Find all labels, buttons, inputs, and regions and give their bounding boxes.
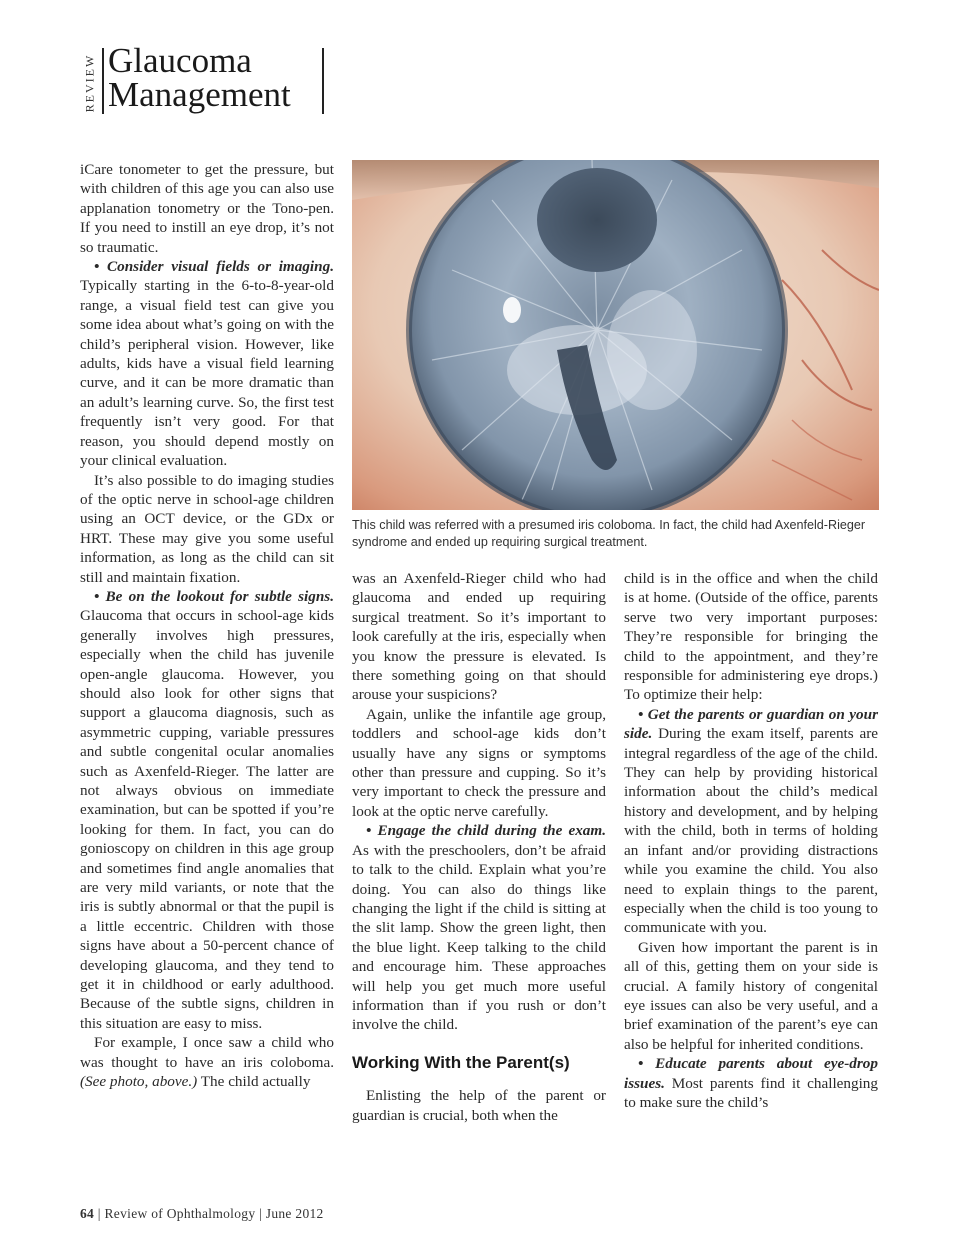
paragraph: was an Axenfeld-Rieger child who had glaucoma and ended up requiring surgical treatment. So it’s important to look carefully at the iris, especially when you know the pressure is elevated. Is there something going on that should arouse your suspicions? — [352, 570, 606, 704]
paragraph-body: For example, I once saw a child who was thought to have an iris coloboma. — [80, 1034, 334, 1071]
page-number: 64 — [80, 1206, 95, 1221]
page-title-line2: Management — [108, 75, 291, 114]
header-divider-right — [322, 48, 324, 114]
page-footer — [80, 1206, 324, 1222]
bullet-lead: • Get the parents or guardian on your side. — [624, 705, 878, 743]
section-tag-label: REVIEW — [82, 53, 97, 113]
paragraph — [80, 257, 334, 470]
paragraph-body: Typically starting in the 6-to-8-year-old range, a visual field test can give you some idea about what’s going on with the child’s peripheral vision. However, like adults, kids have a visual field learning curve, and it can be more dramatic than an adult’s learning curve. So, the first test frequently isn’t very good. For that reason, you should depend mostly on your clinical evaluation. — [80, 277, 334, 470]
paragraph-body: Glaucoma that occurs in school-age kids generally involves high pressures, especially when the child has juvenile open-angle glaucoma. However, you should also look for other signs that support a glaucoma diagnosis, such as asymmetric cupping, variable pressures and subtle congenital ocular anomalies such as Axenfeld-Rieger. The latter are not always obvious on immediate examination, but can be spotted if you’re looking for them. In fact, you can do gonioscopy on children in this age group and sometimes find angle anomalies that are very mild variants, or note that the iris is subtly abnormal or that the pupil is a little eccentric. Children with those signs have about a 50-percent chance of developing glaucoma, and they tend to get it in childhood or early adulthood. Because of the subtle signs, children in this situation are easy to miss. — [80, 607, 334, 1032]
bullet-lead: • Be on the lookout for subtle signs. — [94, 587, 334, 605]
paragraph — [352, 821, 606, 1034]
photo-reference: (See photo, above.) — [80, 1073, 198, 1091]
article-column-3 — [624, 569, 878, 1112]
paragraph — [80, 587, 334, 1033]
paragraph — [624, 705, 878, 938]
eye-photo — [352, 160, 879, 510]
paragraph: Enlisting the help of the parent or guardian is crucial, both when the — [352, 1087, 606, 1124]
bullet-lead: • Educate parents about eye-drop issues. — [624, 1055, 878, 1092]
bullet-lead: • Engage the child during the exam. — [366, 822, 606, 840]
paragraph — [624, 1054, 878, 1112]
photo-caption: This child was referred with a presumed iris coloboma. In fact, the child had Axenfeld-Rieger syndrome and ended up requiring surgical treatment. — [352, 518, 866, 549]
bullet-lead: • Consider visual fields or imaging. — [94, 258, 334, 276]
article-column-2 — [352, 569, 606, 1125]
paragraph — [80, 1033, 334, 1091]
eye-photo-illustration — [352, 160, 879, 510]
section-tag — [80, 50, 100, 116]
paragraph: iCare tonometer to get the pressure, but with children of this age you can also use applanation tonometry or the Tono-pen. If you need to instill an eye drop, it’s not so traumatic. — [80, 161, 334, 256]
article-column-1 — [80, 160, 334, 1092]
paragraph: Again, unlike the infantile age group, toddlers and school-age kids don’t usually have any signs or symptoms other than pressure and cupping. So it’s very important to check the pressure and look at the optic nerve carefully. — [352, 705, 606, 820]
paragraph: Given how important the parent is in all of this, getting them on your side is crucial. A family history of congenital eye issues can also be very useful, and a brief examination of the parent’s eye can also be helpful for inherited conditions. — [624, 938, 878, 1053]
footer-separator: | — [259, 1206, 263, 1221]
page-title-line1: Glaucoma — [108, 41, 252, 80]
paragraph-body: Most parents find it challenging to make sure the child’s — [624, 1074, 878, 1111]
header-divider-left — [102, 48, 104, 114]
paragraph: It’s also possible to do imaging studies of the optic nerve in school-age children using an OCT device, or the GDx or HRT. These may give you some useful information, as long as the child can sit still and maintain fixation. — [80, 471, 334, 586]
paragraph-body: The child actually — [200, 1073, 311, 1091]
footer-separator: | — [97, 1206, 101, 1221]
publication-name: Review of Ophthalmology — [104, 1206, 256, 1221]
paragraph: child is in the office and when the child is at home. (Outside of the office, parents serve two very important purposes: They’re responsible for bringing the child to the appointment, and they’re responsible for administering eye drops.) To optimize their help: — [624, 570, 878, 704]
section-subheading: Working With the Parent(s) — [352, 1052, 570, 1072]
paragraph-body: During the exam itself, parents are integral regardless of the age of the child. They can help by providing historical information about the child’s medical history and development, and by helping with the child, both in terms of holding an infant and/or providing distractions while you examine the child. You also need to explain things to the parent, especially when the child is too young to communicate with you. — [624, 725, 879, 937]
paragraph-body: As with the preschoolers, don’t be afraid to talk to the child. Explain what you’re doing. You can also do things like changing the light if the child is sitting at the slit lamp. Show the green light, then the blue light. Keep talking to the child and encourage him. These approaches will help you get much more useful information than if you rush or don’t involve the child. — [352, 841, 606, 1034]
page-title — [108, 41, 291, 114]
issue-date: June 2012 — [265, 1206, 324, 1221]
